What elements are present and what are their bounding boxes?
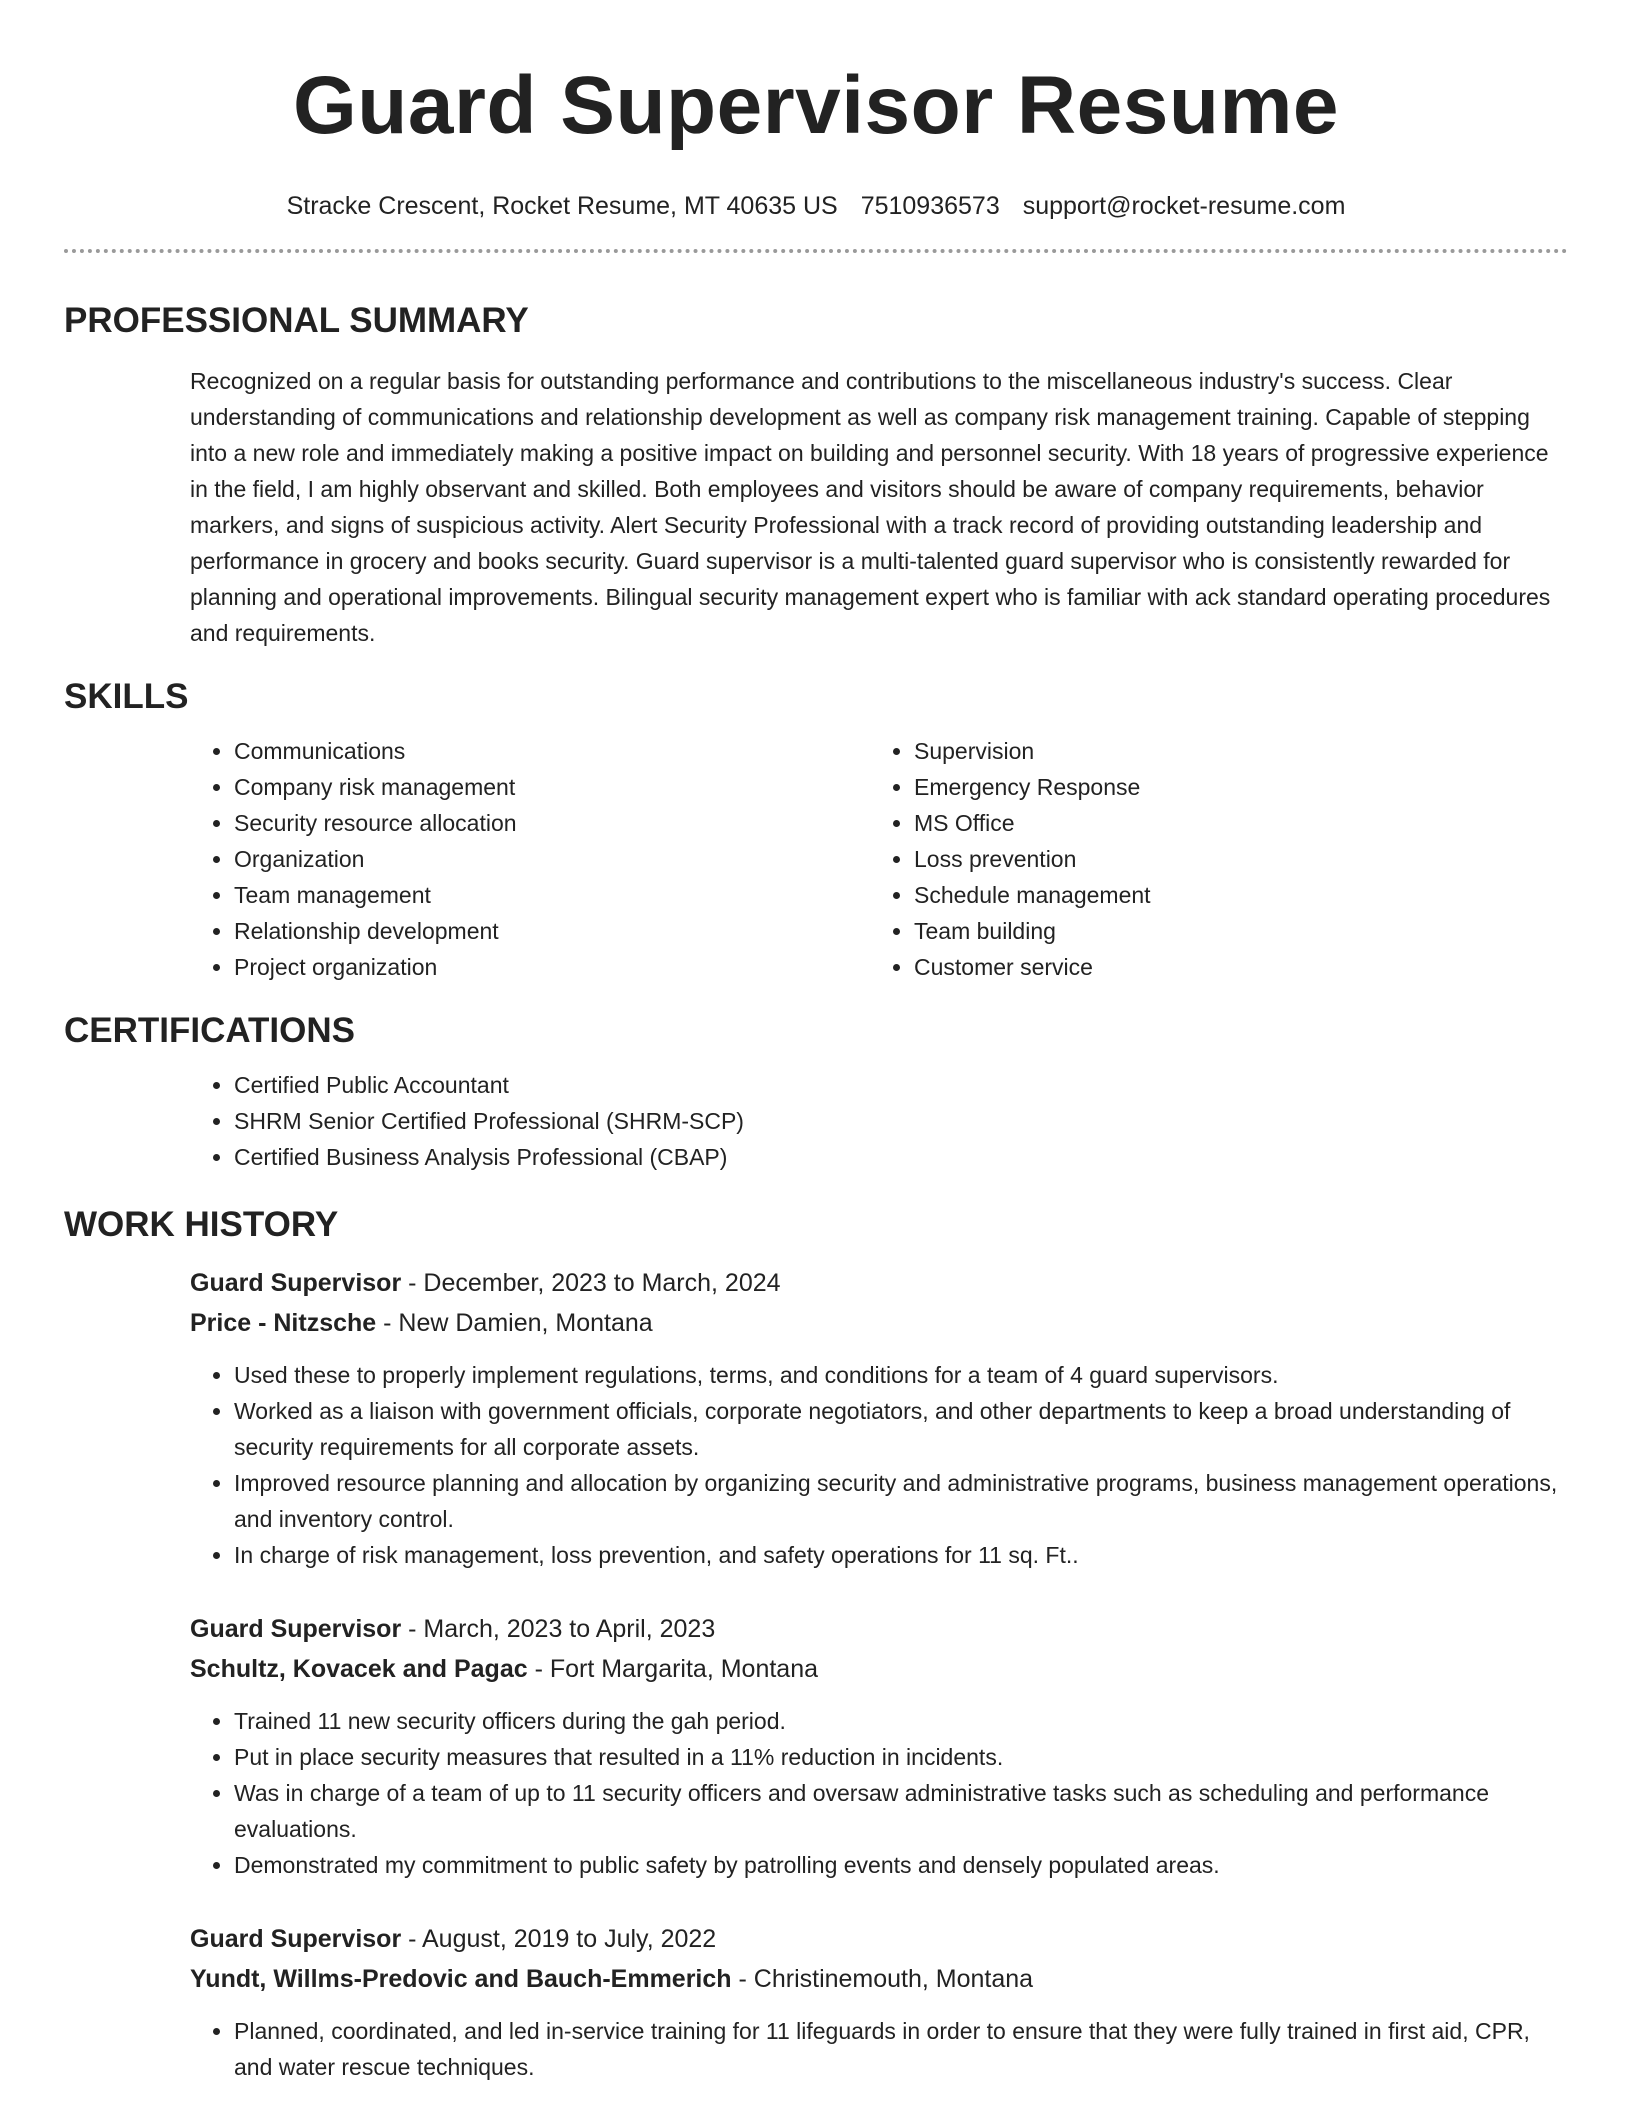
job-company: Yundt, Willms-Predovic and Bauch-Emmerich <box>190 1965 732 1993</box>
skill-item: • Security resource allocation <box>234 805 870 841</box>
job-entry <box>190 1919 1568 2085</box>
skill-item: • Company risk management <box>234 769 870 805</box>
skill-item: • Team building <box>914 913 1550 949</box>
job-company: Price - Nitzsche <box>190 1309 377 1337</box>
job-bullet: • Trained 11 new security officers during the gah period. <box>234 1703 1568 1739</box>
job-location: - New Damien, Montana <box>376 1309 653 1337</box>
job-location: - Christinemouth, Montana <box>731 1965 1034 1993</box>
job-role: Guard Supervisor <box>190 1269 402 1297</box>
job-bullets <box>190 1703 1568 1883</box>
job-bullet: • Was in charge of a team of up to 11 security officers and oversaw administrative tasks such as scheduling and performance evaluations. <box>234 1775 1568 1847</box>
summary-section <box>64 299 1568 651</box>
job-bullet: • In charge of risk management, loss prevention, and safety operations for 11 sq. Ft.. <box>234 1537 1568 1573</box>
skills-section <box>64 675 1568 985</box>
certifications-heading: CERTIFICATIONS <box>64 1011 356 1050</box>
certification-item: • SHRM Senior Certified Professional (SHRM-SCP) <box>234 1103 1568 1139</box>
job-bullets <box>190 2013 1568 2085</box>
contact-phone: 7510936573 <box>860 192 1000 220</box>
job-title-line <box>190 1263 1568 1303</box>
certification-item: • Certified Business Analysis Professional (CBAP) <box>234 1139 1568 1175</box>
skills-column-left <box>190 733 870 985</box>
resume-header <box>64 0 1568 222</box>
job-bullet: • Used these to properly implement regulations, terms, and conditions for a team of 4 guard supervisors. <box>234 1357 1568 1393</box>
job-title-line <box>190 1919 1568 1959</box>
skill-item: • MS Office <box>914 805 1550 841</box>
skills-column-right <box>870 733 1550 985</box>
work-history-section <box>64 1203 1568 2085</box>
skill-item: • Relationship development <box>234 913 870 949</box>
contact-email: support@rocket-resume.com <box>1022 192 1346 220</box>
job-company-line <box>190 1649 1568 1689</box>
certifications-body <box>190 1067 1568 1175</box>
skill-item: • Organization <box>234 841 870 877</box>
job-title-line <box>190 1609 1568 1649</box>
job-bullet: • Put in place security measures that resulted in a 11% reduction in incidents. <box>234 1739 1568 1775</box>
contact-address: Stracke Crescent, Rocket Resume, MT 40635 US <box>286 192 838 220</box>
contact-line <box>64 190 1568 222</box>
certification-item: • Certified Public Accountant <box>234 1067 1568 1103</box>
skills-heading: SKILLS <box>64 677 189 716</box>
job-dates: - December, 2023 to March, 2024 <box>401 1269 781 1297</box>
skills-list-left <box>190 733 870 985</box>
header-divider <box>64 249 1568 253</box>
job-location: - Fort Margarita, Montana <box>527 1655 819 1683</box>
summary-heading: PROFESSIONAL SUMMARY <box>64 301 529 340</box>
job-bullet: • Worked as a liaison with government officials, corporate negotiators, and other departments to keep a broad understanding of security requirements for all corporate assets. <box>234 1393 1568 1465</box>
skill-item: • Team management <box>234 877 870 913</box>
job-entry <box>190 1609 1568 1883</box>
summary-text: Recognized on a regular basis for outstanding performance and contributions to the miscellaneous industry's success. Clear understanding of communications and relationship development as well as company risk management training. Capable of stepping into a new role and immediately making a positive impact on building and personnel security. With 18 years of progressive experience in the field, I am highly observant and skilled. Both employees and visitors should be aware of company requirements, behavior markers, and signs of suspicious activity. Alert Security Professional with a track record of providing outstanding leadership and performance in grocery and books security. Guard supervisor is a multi-talented guard supervisor who is consistently rewarded for planning and operational improvements. Bilingual security management expert who is familiar with ack standard operating procedures and requirements. <box>190 368 1551 646</box>
job-role: Guard Supervisor <box>190 1925 402 1953</box>
certifications-section <box>64 1009 1568 1175</box>
job-bullet: • Demonstrated my commitment to public safety by patrolling events and densely populated areas. <box>234 1847 1568 1883</box>
skill-item: • Customer service <box>914 949 1550 985</box>
certifications-list <box>190 1067 1568 1175</box>
work-history-heading: WORK HISTORY <box>64 1205 339 1244</box>
job-dates: - August, 2019 to July, 2022 <box>401 1925 717 1953</box>
skill-item: • Emergency Response <box>914 769 1550 805</box>
skill-item: • Supervision <box>914 733 1550 769</box>
resume-title: Guard Supervisor Resume <box>293 60 1339 151</box>
job-bullet: • Improved resource planning and allocation by organizing security and administrative programs, business management operations, and inventory control. <box>234 1465 1568 1537</box>
job-company-line <box>190 1959 1568 1999</box>
skill-item: • Project organization <box>234 949 870 985</box>
skill-item: • Communications <box>234 733 870 769</box>
job-role: Guard Supervisor <box>190 1615 402 1643</box>
job-dates: - March, 2023 to April, 2023 <box>401 1615 716 1643</box>
job-entry <box>190 1263 1568 1573</box>
skill-item: • Schedule management <box>914 877 1550 913</box>
job-company-line <box>190 1303 1568 1343</box>
skills-columns <box>190 733 1568 985</box>
job-bullets <box>190 1357 1568 1573</box>
skill-item: • Loss prevention <box>914 841 1550 877</box>
job-bullet: • Planned, coordinated, and led in-service training for 11 lifeguards in order to ensure that they were fully trained in first aid, CPR, and water rescue techniques. <box>234 2013 1568 2085</box>
job-company: Schultz, Kovacek and Pagac <box>190 1655 528 1683</box>
skills-list-right <box>870 733 1550 985</box>
